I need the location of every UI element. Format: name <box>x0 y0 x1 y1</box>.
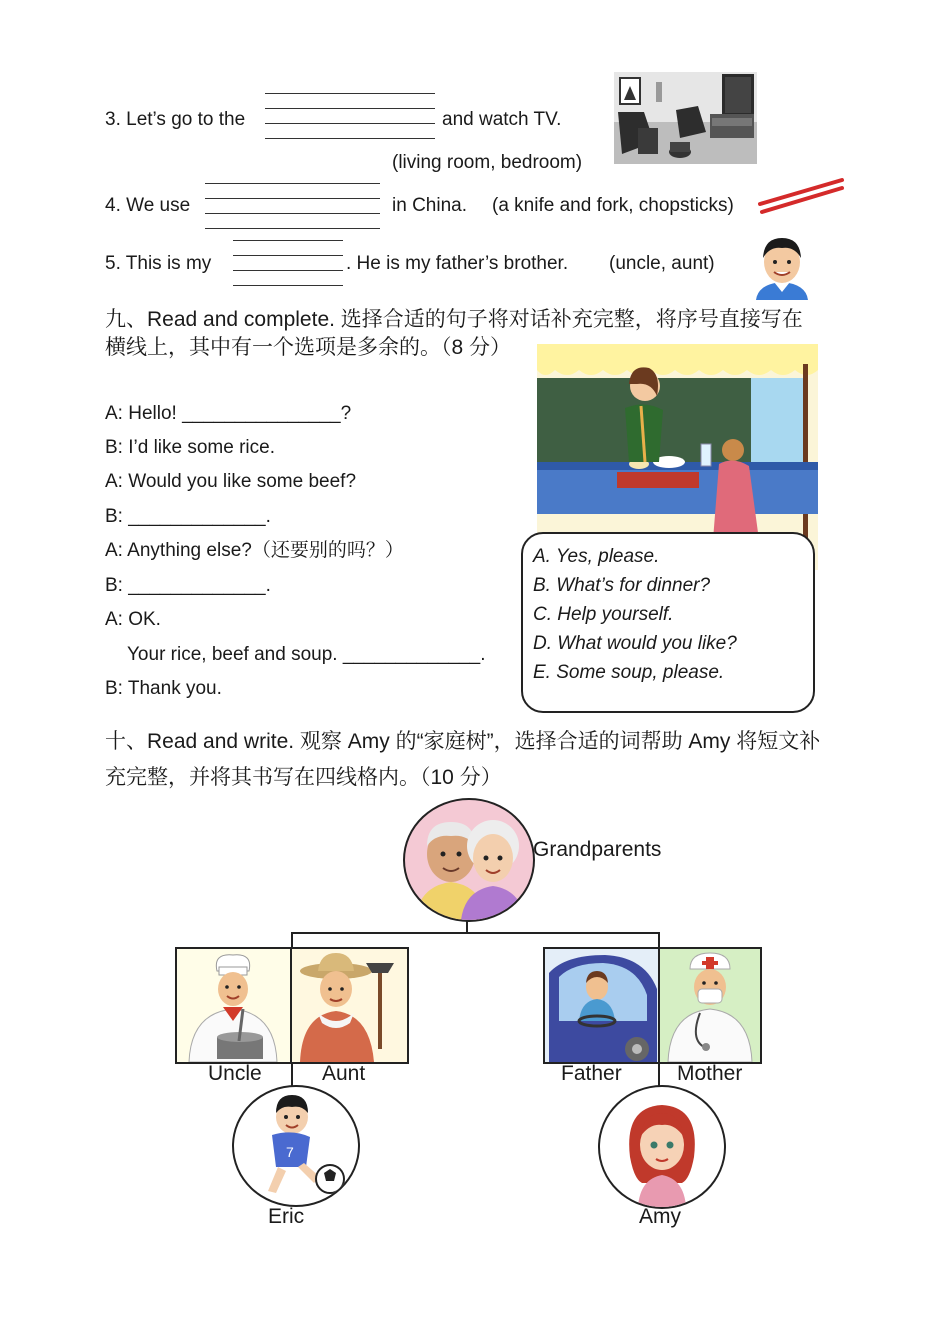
q4-four-line-answer[interactable] <box>205 183 380 229</box>
label-uncle: Uncle <box>208 1062 262 1085</box>
section10-heading-line2: 充完整，并将其书写在四线格内。（10 分） <box>105 766 502 789</box>
uncle-face-icon <box>750 232 814 300</box>
section9-heading-line2: 横线上，其中有一个选项是多余的。（8 分） <box>105 336 512 359</box>
dialogue-line-6: B: _____________. <box>105 575 271 596</box>
options-box <box>521 532 815 713</box>
tree-connector-left <box>291 932 293 948</box>
dialogue-line-9: B: Thank you. <box>105 678 222 699</box>
tree-connector-horizontal <box>291 932 660 934</box>
label-aunt: Aunt <box>322 1062 366 1085</box>
q3-options: (living room, bedroom) <box>392 152 583 173</box>
label-mother: Mother <box>677 1062 743 1085</box>
option-a: A. Yes, please. <box>533 546 660 567</box>
dialogue-line-1: A: Hello! _______________? <box>105 403 352 424</box>
father-driver-picture <box>543 947 662 1064</box>
q5-four-line-answer[interactable] <box>233 240 343 286</box>
q3-suffix: and watch TV. <box>442 109 562 130</box>
option-e: E. Some soup, please. <box>533 662 725 683</box>
label-father: Father <box>561 1062 622 1085</box>
dialogue-line-8: Your rice, beef and soup. _____________. <box>127 644 486 665</box>
dialogue-line-4: B: _____________. <box>105 506 271 527</box>
dialogue-line-5: A: Anything else?（还要别的吗？） <box>105 540 404 561</box>
q4-prefix: 4. We use <box>105 195 191 216</box>
living-room-picture <box>614 72 757 164</box>
option-b: B. What’s for dinner? <box>533 575 711 596</box>
option-d: D. What would you like? <box>533 633 737 654</box>
label-amy: Amy <box>639 1205 681 1228</box>
option-c: C. Help yourself. <box>533 604 674 625</box>
section10-heading-line1: 十、Read and write. 观察 Amy 的“家庭树”，选择合适的词帮助 Amy 将短文补 <box>105 730 821 753</box>
chopsticks-icon <box>756 176 846 216</box>
q3-four-line-answer[interactable] <box>265 93 435 139</box>
uncle-chef-picture <box>175 947 294 1064</box>
grandparents-picture <box>403 798 535 922</box>
tree-connector-right <box>658 932 660 948</box>
q4-middle: in China. <box>392 195 467 216</box>
aunt-farmer-picture <box>290 947 409 1064</box>
q5-suffix: . He is my father’s brother. <box>346 253 569 274</box>
label-eric: Eric <box>268 1205 305 1228</box>
mother-doctor-picture <box>658 947 762 1064</box>
label-grandparents: Grandparents <box>533 838 662 861</box>
q5-options: (uncle, aunt) <box>609 253 715 274</box>
dialogue-line-2: B: I’d like some rice. <box>105 437 275 458</box>
section9-heading-line1: 九、Read and complete. 选择合适的句子将对话补充完整，将序号直接写在 <box>105 308 803 331</box>
amy-picture <box>598 1085 726 1209</box>
q5-prefix: 5. This is my <box>105 253 212 274</box>
dialogue-line-3: A: Would you like some beef? <box>105 471 357 492</box>
dialogue-line-7: A: OK. <box>105 609 161 630</box>
q3-prefix: 3. Let’s go to the <box>105 109 246 130</box>
svg-text:7: 7 <box>286 1144 294 1160</box>
eric-picture <box>232 1085 360 1207</box>
q4-options: (a knife and fork, chopsticks) <box>492 195 734 216</box>
